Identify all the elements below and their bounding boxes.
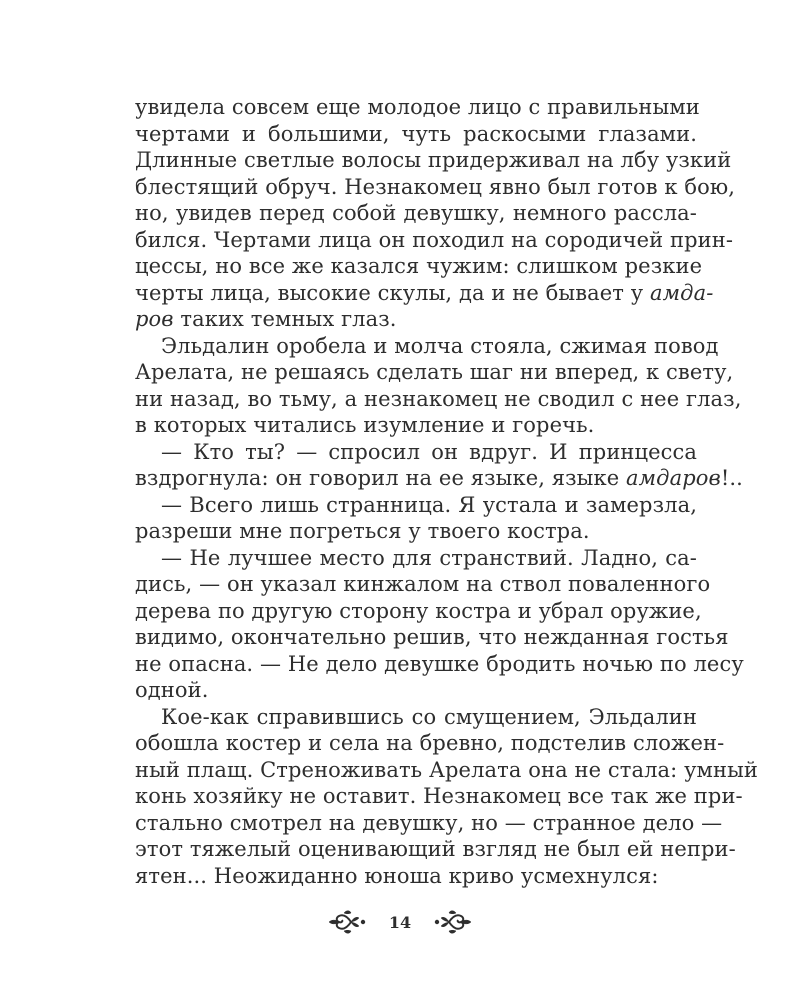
text-segment: таких темных глаз. (173, 307, 397, 331)
italic-term: ров (135, 307, 174, 331)
text-line: — Не лучшее место для странствий. Ладно, са- (161, 545, 697, 570)
fleuron-ornament-icon (425, 907, 473, 937)
text-line: не опасна. — Не дело девушке бродить ночью по лесу (135, 651, 744, 676)
text-line: этот тяжелый оценивающий взгляд не был ей непри- (135, 837, 736, 861)
page-number: 14 (388, 912, 412, 932)
text-line: одной. (135, 678, 209, 702)
text-line (135, 306, 697, 333)
text-line (135, 280, 714, 307)
text-line: — Кто ты? — спросил он вдруг. И принцесса (161, 439, 697, 464)
text-line: Кое-как справившись со смущением, Эльдалин (161, 704, 697, 729)
text-line: чертами и большими, чуть раскосыми глазами. (135, 121, 697, 146)
text-line: но, увидев перед собой девушку, немного рассла- (135, 201, 697, 225)
text-line: цессы, но все же казался чужим: слишком резкие (135, 254, 703, 278)
text-line: Длинные светлые волосы придерживал на лбу узкий (135, 148, 732, 172)
text-line: бился. Чертами лица он походил на сородичей прин- (135, 227, 734, 252)
text-line: обошла костер и села на бревно, подстелив сложен- (135, 731, 725, 755)
text-line: увидела совсем еще молодое лицо с правильными (135, 95, 700, 119)
text-line: в которых читались изумление и горечь. (135, 413, 595, 437)
text-line: блестящий обруч. Незнакомец явно был готов к бою, (135, 174, 736, 199)
text-line: ятен... Неожиданно юноша криво усмехнулся: (135, 863, 659, 888)
text-line: дись, — он указал кинжалом на ствол поваленного (135, 572, 711, 596)
italic-term: амда- (650, 280, 714, 305)
text-line: дерева по другую сторону костра и убрал оружие, (135, 598, 702, 623)
text-segment: черты лица, высокие скулы, да и не бывает у (135, 280, 651, 305)
italic-term: амдаров (626, 466, 721, 490)
fleuron-ornament-icon (327, 907, 375, 937)
text-segment: вздрогнула: он говорил на ее языке, языке (135, 466, 627, 490)
text-line: разреши мне погреться у твоего костра. (135, 519, 590, 543)
text-line: Арелата, не решаясь сделать шаг ни вперед, к свету, (135, 360, 734, 384)
text-line: стально смотрел на девушку, но — странное дело — (135, 810, 723, 835)
text-line: ни назад, во тьму, а незнакомец не сводил с нее глаз, (135, 386, 742, 411)
text-line: конь хозяйку не оставит. Незнакомец все так же при- (135, 784, 743, 808)
text-line: видимо, окончательно решив, что нежданная гостья (135, 625, 729, 649)
page-footer (0, 902, 800, 942)
text-line (135, 465, 743, 492)
body-text (135, 94, 758, 889)
text-segment: !.. (720, 466, 743, 490)
text-line: — Всего лишь странница. Я устала и замерзла, (161, 492, 697, 517)
text-line: ный плащ. Стреноживать Арелата она не стала: умный (135, 757, 758, 782)
text-line: Эльдалин оробела и молча стояла, сжимая повод (161, 333, 719, 358)
